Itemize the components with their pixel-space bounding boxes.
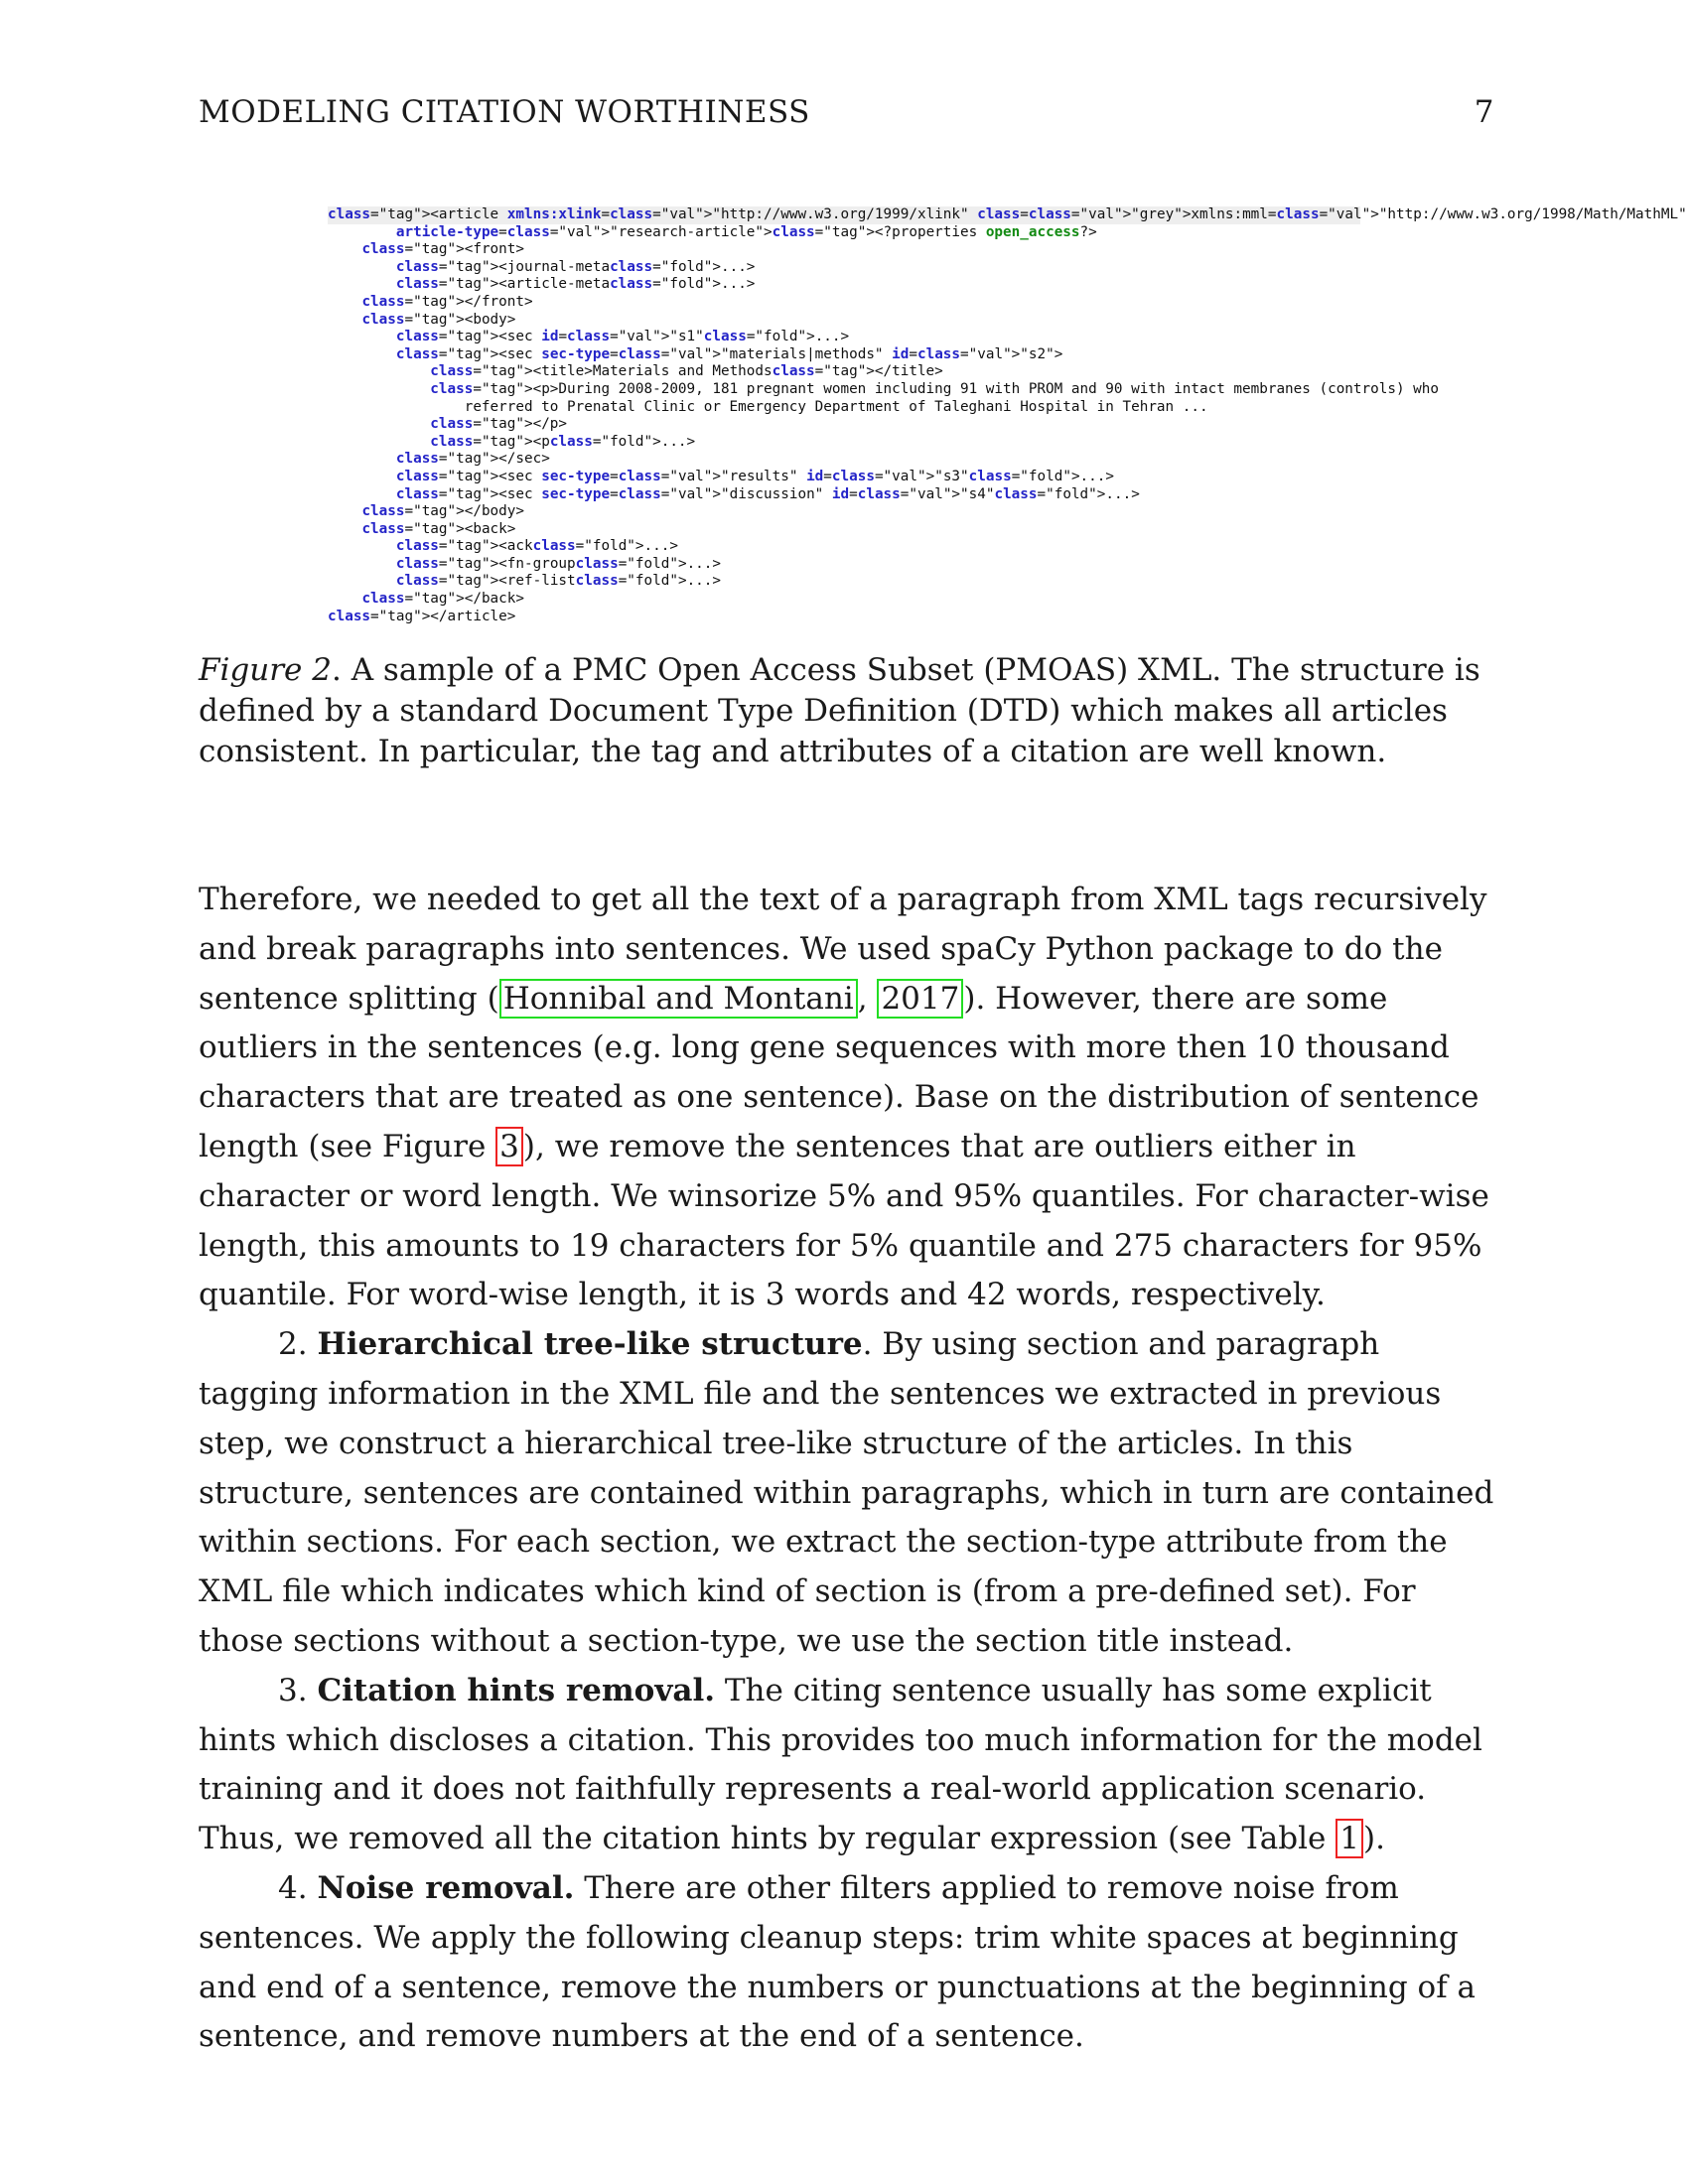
code-line: class="tag"><back> <box>361 520 516 537</box>
list-number: 4. <box>278 1869 318 1906</box>
code-line: class="tag"><sec sec-type=class="val">"discussion" id=class="val">"s4"class="fold">...> <box>395 485 1140 502</box>
code-line: class="tag"></front> <box>361 293 533 310</box>
paragraph-sentence-splitting <box>199 876 1499 1320</box>
code-line: class="tag"><article xmlns:xlink=class="val">"http://www.w3.org/1999/xlink" class=class="val">"grey">xmlns:mml=class="val">"http://www.w3.org/1998/Math/MathML" <box>328 206 1687 222</box>
text-run: There are other filters applied to remove noise from sentences. We apply the following cleanup steps: trim white spaces at beginning and end of a sentence, remove the numbers or punctuations at the beginning of a sentence, and remove numbers at the end of a sentence. <box>199 1869 1477 2055</box>
code-line: article-type=class="val">"research-article">class="tag"><?properties open_access?> <box>395 223 1097 240</box>
citation-separator: , <box>857 980 878 1017</box>
code-line: class="tag"><ackclass="fold">...> <box>395 538 678 555</box>
citation-year-link[interactable] <box>877 979 963 1019</box>
running-head <box>199 94 1494 130</box>
text-run: ). However, there are some outliers in the sentences (e.g. long gene sequences with more then 10 thousand characters that are treated as one sentence). Base on the distribution of sentence length (see Figure <box>199 980 1479 1164</box>
code-line: class="tag"><sec sec-type=class="val">"results" id=class="val">"s3"class="fold">...> <box>395 468 1114 484</box>
code-line: class="tag"><ref-listclass="fold">...> <box>395 573 721 590</box>
citation-authors: Honnibal and Montani <box>502 980 854 1017</box>
citation-link[interactable] <box>499 979 858 1019</box>
code-line: class="tag"><p>During 2008-2009, 181 pregnant women including 91 with PROM and 90 with intact membranes (controls) who <box>430 380 1439 397</box>
text-run: . By using section and paragraph tagging information in the XML file and the sentences we extracted in previous step, we construct a hierarchical tree-like structure of the articles. In this structure, sentences are contained within paragraphs, which in turn are contained within sections. For each section, we extract the section-type attribute from the XML file which indicates which kind of section is (from a pre-defined set). For those sections without a section-type, we use the section title instead. <box>199 1326 1494 1659</box>
code-line: class="tag"><fn-groupclass="fold">...> <box>395 555 721 572</box>
code-line: class="tag"></sec> <box>395 451 550 468</box>
code-line: class="tag"></p> <box>430 416 568 433</box>
step-title: Citation hints removal. <box>317 1672 716 1708</box>
text-run: ). <box>1362 1821 1385 1857</box>
code-line: class="tag"><sec sec-type=class="val">"materials|methods" id=class="val">"s2"> <box>395 345 1063 362</box>
code-line: class="tag"><sec id=class="val">"s1"class="fold">...> <box>395 329 850 345</box>
code-line: class="tag"><article-metaclass="fold">...> <box>395 276 756 293</box>
paragraph-hierarchical-structure <box>199 1320 1499 1667</box>
body-text <box>199 876 1499 2062</box>
caption-text: . A sample of a PMC Open Access Subset (PMOAS) XML. The structure is defined by a standard Document Type Definition (DTD) which makes all articles consistent. In particular, the tag and attributes of a citation are well known. <box>199 652 1480 769</box>
paragraph-noise-removal <box>199 1864 1499 2062</box>
code-line: referred to Prenatal Clinic or Emergency Department of Taleghani Hospital in Tehran ... <box>328 398 1208 415</box>
figure-reference-link[interactable]: 3 <box>495 1127 523 1166</box>
code-line: class="tag"><body> <box>361 311 516 328</box>
code-line: class="tag"></article> <box>328 608 516 624</box>
text-run: Therefore, we needed to get all the text of a paragraph from XML tags recursively and break paragraphs into sentences. We used spaCy Python package to do the sentence splitting ( <box>199 882 1487 1017</box>
table-reference-link[interactable]: 1 <box>1336 1819 1363 1858</box>
code-line: class="tag"><title>Materials and Methodsclass="tag"></title> <box>430 363 943 380</box>
running-title: MODELING CITATION WORTHINESS <box>199 94 810 130</box>
figure-label: Figure 2 <box>199 652 332 688</box>
code-line: class="tag"></back> <box>361 591 524 608</box>
xml-code-figure <box>328 206 1687 625</box>
citation-year: 2017 <box>881 980 960 1017</box>
code-line: class="tag"><journal-metaclass="fold">...> <box>395 258 756 275</box>
figure-caption <box>199 650 1499 772</box>
page-number: 7 <box>1474 94 1494 130</box>
list-number: 3. <box>278 1672 318 1708</box>
list-number: 2. <box>278 1326 318 1363</box>
text-run: ), we remove the sentences that are outliers either in character or word length. We winsorize 5% and 95% quantiles. For character-wise length, this amounts to 19 characters for 5% quantile and 275 characters for 95% quantile. For word-wise length, it is 3 words and 42 words, respectively. <box>199 1128 1489 1313</box>
step-title: Hierarchical tree-like structure <box>317 1326 863 1363</box>
code-line: class="tag"><front> <box>361 241 524 258</box>
paragraph-citation-hints <box>199 1667 1499 1864</box>
code-line: class="tag"><pclass="fold">...> <box>430 433 696 450</box>
code-line: class="tag"></body> <box>361 503 524 520</box>
text-run: The citing sentence usually has some explicit hints which discloses a citation. This provides too much information for the model training and it does not faithfully represents a real-world application scenario. Thus, we removed all the citation hints by regular expression (see Table <box>199 1672 1482 1857</box>
step-title: Noise removal. <box>317 1869 575 1906</box>
